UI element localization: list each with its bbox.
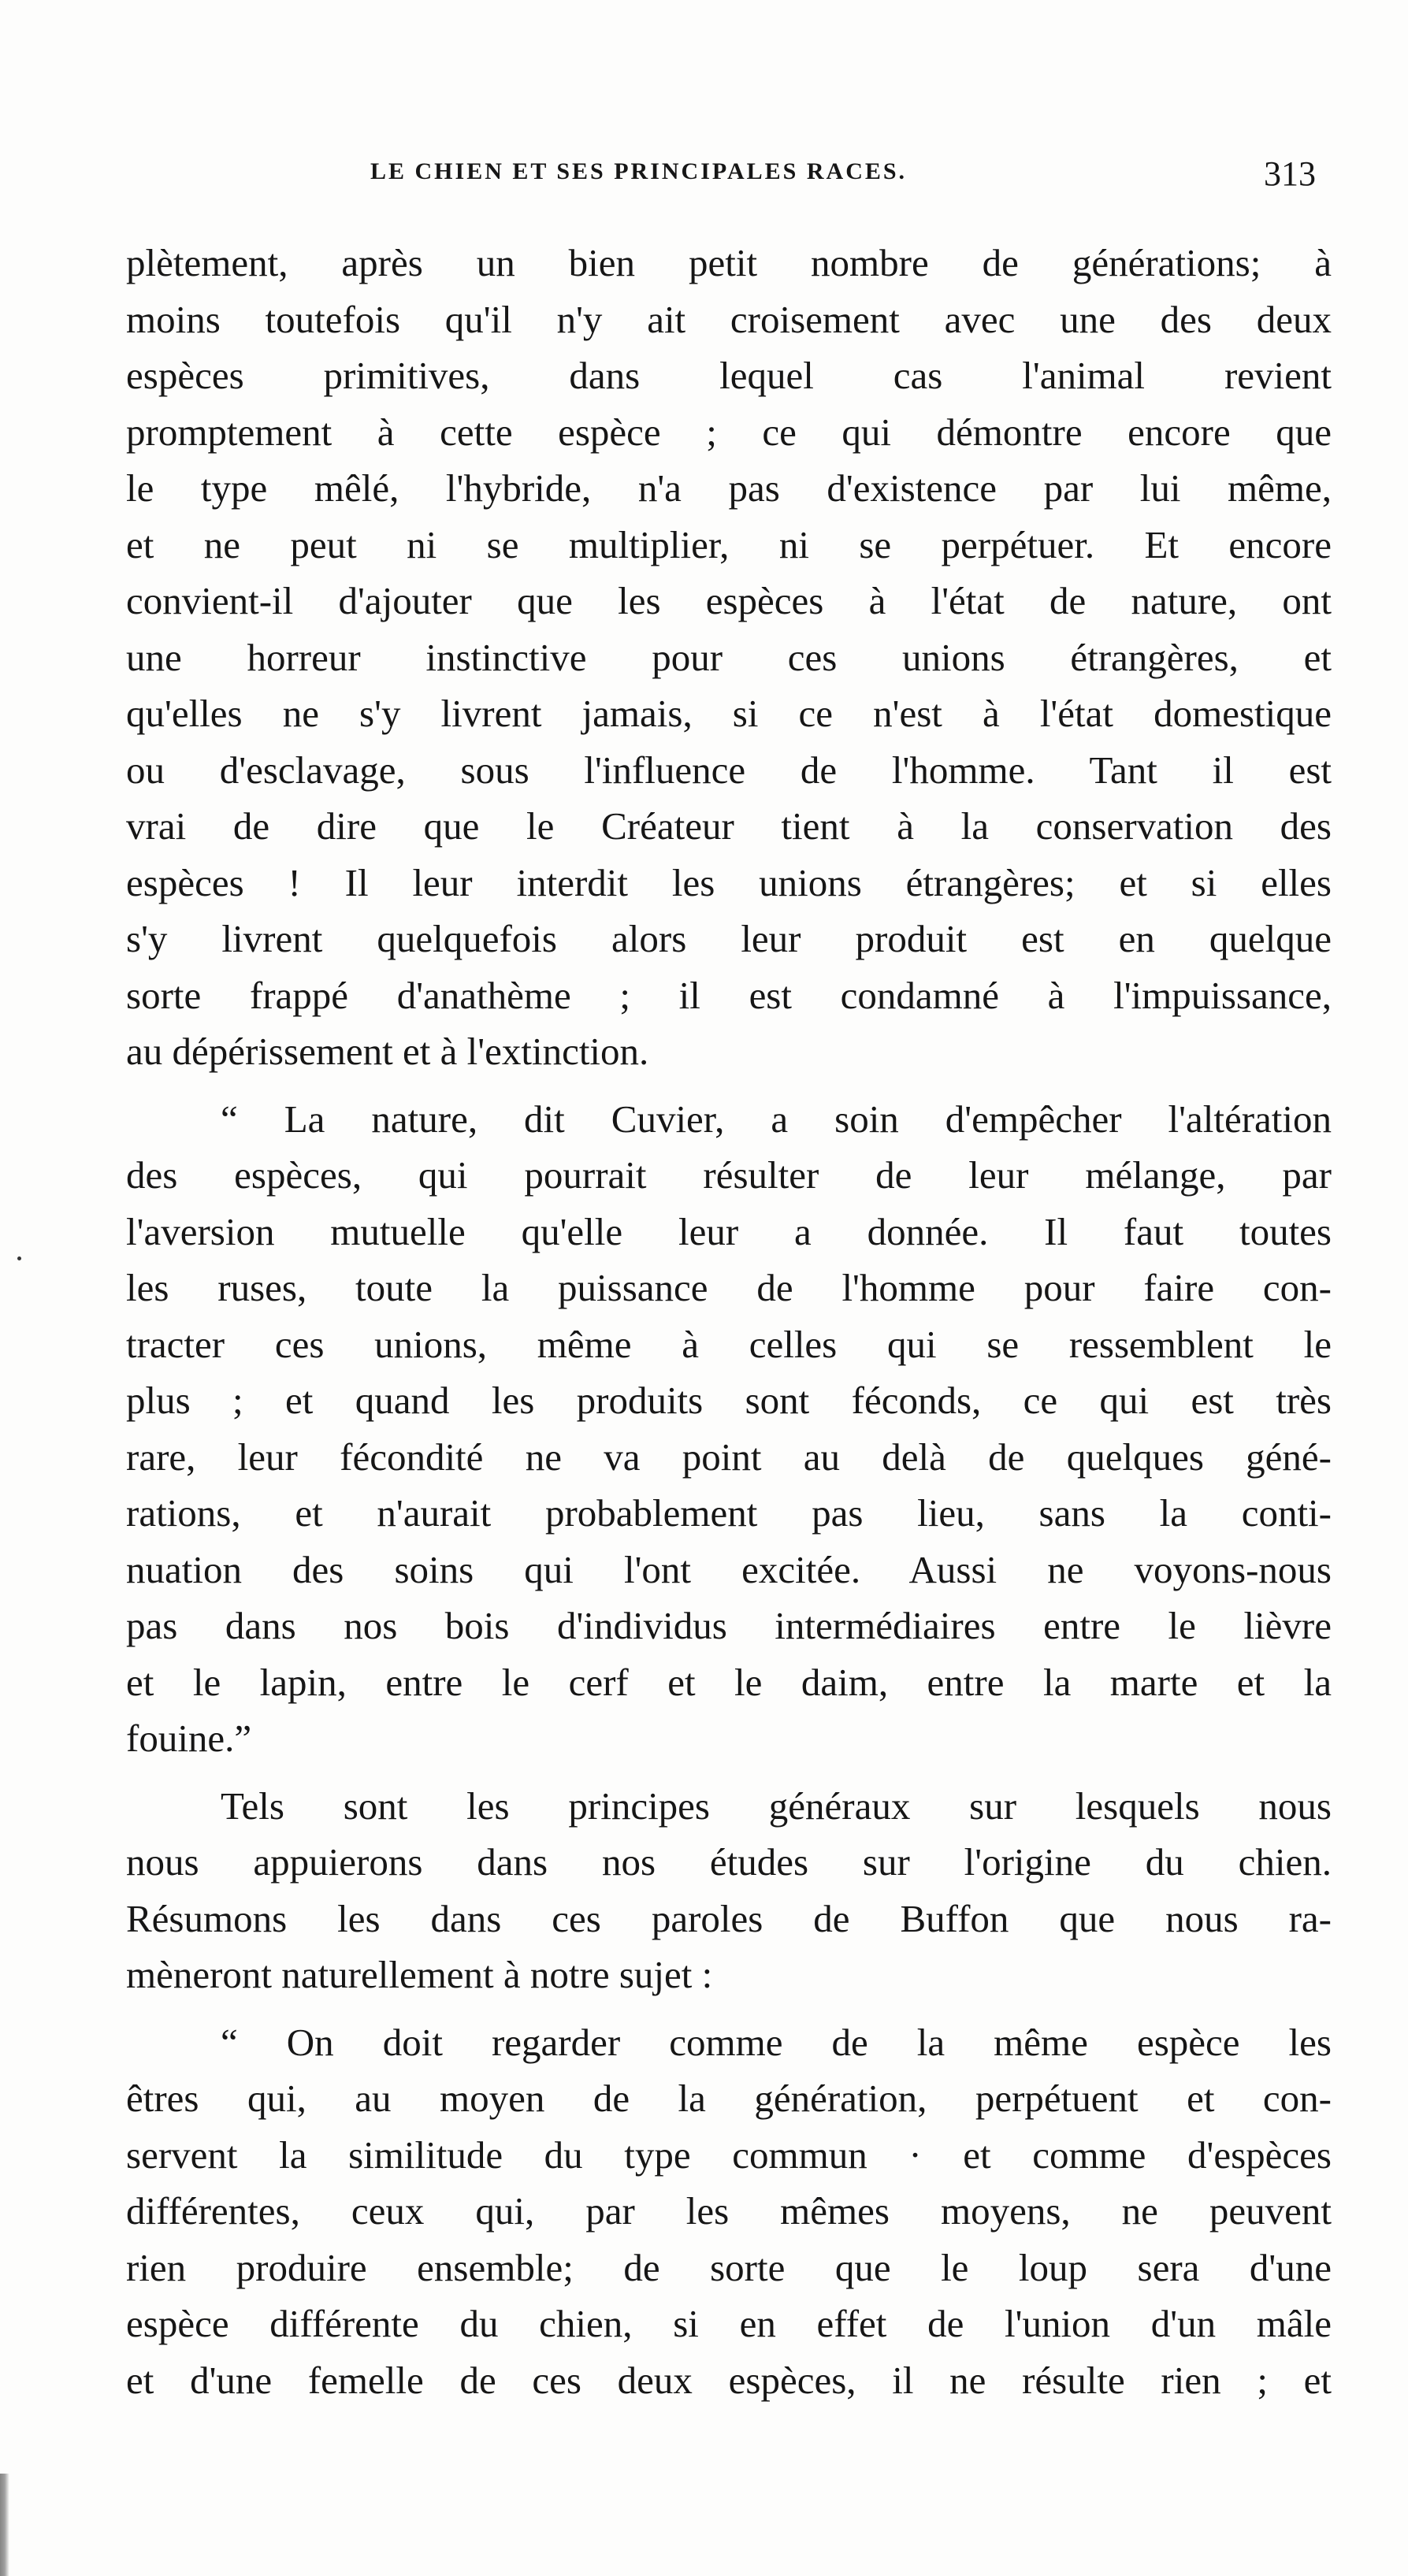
text-line: espèce différente du chien, si en effet de l'union d'un mâle bbox=[126, 2302, 1332, 2345]
text-line: le type mêlé, l'hybride, n'a pas d'existence par lui même, bbox=[126, 466, 1332, 510]
text-line: nuation des soins qui l'ont excitée. Aussi ne voyons-nous bbox=[126, 1547, 1332, 1591]
text-line: s'y livrent quelquefois alors leur produit est en quelque bbox=[126, 917, 1332, 960]
paragraph-gap bbox=[126, 2003, 1332, 2014]
text-line: espèces primitives, dans lequel cas l'animal revient bbox=[126, 354, 1332, 397]
text-line: “ On doit regarder comme de la même espèce les bbox=[221, 2020, 1332, 2064]
text-line: pas dans nos bois d'individus intermédiaires entre le lièvre bbox=[126, 1604, 1332, 1647]
text-line: mèneront naturellement à notre sujet : bbox=[126, 1953, 713, 1996]
text-line: moins toutefois qu'il n'y ait croisement avec une des deux bbox=[126, 297, 1332, 341]
text-line: tracter ces unions, même à celles qui se ressemblent le bbox=[126, 1322, 1332, 1366]
text-line: servent la similitude du type commun · et comme d'espèces bbox=[126, 2132, 1332, 2177]
text-line: et ne peut ni se multiplier, ni se perpétuer. Et encore bbox=[126, 522, 1332, 566]
margin-speck bbox=[17, 1256, 21, 1260]
text-line: différentes, ceux qui, par les mêmes moyens, ne peuvent bbox=[126, 2189, 1332, 2233]
text-line: rare, leur fécondité ne va point au delà de quelques géné- bbox=[126, 1435, 1332, 1479]
text-line: rien produire ensemble; de sorte que le loup sera d'une bbox=[126, 2245, 1332, 2289]
paragraph-gap bbox=[126, 1767, 1332, 1778]
text-line: convient-il d'ajouter que les espèces à l'état de nature, ont bbox=[126, 579, 1332, 622]
text-line: l'aversion mutuelle qu'elle leur a donnée. Il faut toutes bbox=[126, 1209, 1332, 1253]
text-line: au dépérissement et à l'extinction. bbox=[126, 1030, 649, 1073]
text-line: Résumons les dans ces paroles de Buffon que nous ra- bbox=[126, 1896, 1332, 1940]
text-line: et d'une femelle de ces deux espèces, il ne résulte rien ; et bbox=[126, 2358, 1332, 2402]
text-line: fouine.” bbox=[126, 1717, 252, 1760]
text-line: vrai de dire que le Créateur tient à la conservation des bbox=[126, 804, 1332, 848]
text-line: Tels sont les principes généraux sur lesquels nous bbox=[221, 1784, 1332, 1828]
text-line: ou d'esclavage, sous l'influence de l'homme. Tant il est bbox=[126, 748, 1332, 792]
paragraph-continuation bbox=[126, 235, 1332, 1080]
page-number: 313 bbox=[1264, 154, 1316, 193]
paragraph-principles bbox=[126, 1778, 1332, 2003]
scan-edge-shadow bbox=[0, 2474, 9, 2576]
text-line: rations, et n'aurait probablement pas lieu, sans la conti- bbox=[126, 1491, 1332, 1535]
text-line: une horreur instinctive pour ces unions étrangères, et bbox=[126, 635, 1332, 679]
text-line: êtres qui, au moyen de la génération, perpétuent et con- bbox=[126, 2077, 1332, 2120]
text-line: qu'elles ne s'y livrent jamais, si ce n'est à l'état domestique bbox=[126, 692, 1332, 735]
paragraph-gap bbox=[126, 1080, 1332, 1091]
text-line: et le lapin, entre le cerf et le daim, entre la marte et la bbox=[126, 1660, 1332, 1704]
text-line: plètement, après un bien petit nombre de générations; à bbox=[126, 241, 1332, 284]
running-head bbox=[370, 154, 1316, 201]
text-line: plus ; et quand les produits sont féconds, ce qui est très bbox=[126, 1379, 1332, 1422]
text-line: nous appuierons dans nos études sur l'origine du chien. bbox=[126, 1840, 1332, 1884]
text-line: des espèces, qui pourrait résulter de leur mélange, par bbox=[126, 1153, 1332, 1197]
text-line: sorte frappé d'anathème ; il est condamné à l'impuissance, bbox=[126, 973, 1332, 1017]
text-line: promptement à cette espèce ; ce qui démontre encore que bbox=[126, 410, 1332, 454]
paragraph-buffon-quote bbox=[126, 2014, 1332, 2409]
paragraph-cuvier-quote bbox=[126, 1091, 1332, 1767]
running-title: LE CHIEN ET SES PRINCIPALES RACES. bbox=[370, 158, 908, 184]
text-line: espèces ! Il leur interdit les unions étrangères; et si elles bbox=[126, 860, 1332, 904]
text-line: les ruses, toute la puissance de l'homme pour faire con- bbox=[126, 1266, 1332, 1309]
text-line: “ La nature, dit Cuvier, a soin d'empêcher l'altération bbox=[221, 1097, 1332, 1141]
body-text bbox=[126, 235, 1332, 2408]
